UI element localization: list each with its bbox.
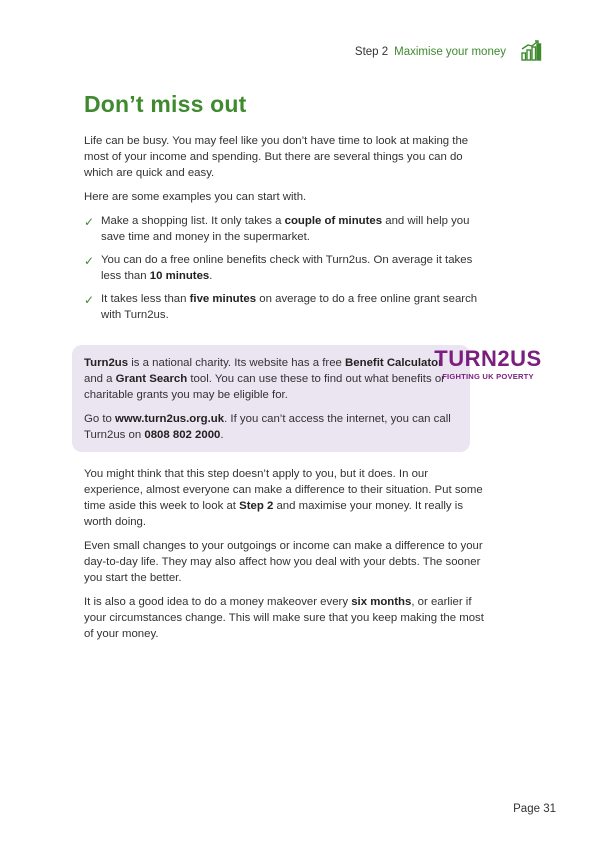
step-label: Step 2 [354,46,389,58]
main-content [84,90,484,650]
callout-contact: Go to www.turn2us.org.uk. If you can’t access the internet, you can call Turn2us on 0808 802 2000. [84,413,451,441]
turn2us-callout [72,345,470,452]
bar-chart-growth-icon [520,40,542,62]
page-number: Page 31 [513,803,556,815]
step-importance-paragraph: You might think that this step doesn’t apply to you, but it does. In our experience, almost everyone can make a difference to their situation. Put some time aside this week to look at Step 2 and maximise your money. It really is worth doing. [84,468,483,528]
list-item: ✓ It takes less than five minutes on average to do a free online grant search with Turn2us. [84,293,478,321]
small-changes-paragraph: Even small changes to your outgoings or income can make a difference to your day-to-day life. They may also affect how you deal with your debts. The sooner you start the better. [84,540,483,584]
turn2us-logo [432,348,544,381]
header-text [355,46,506,62]
check-icon: ✓ [84,215,95,229]
intro-examples: Here are some examples you can start with. [84,191,307,203]
list-item: ✓ You can do a free online benefits check with Turn2us. On average it takes less than 10 minutes. [84,254,473,282]
check-icon: ✓ [84,254,95,268]
turn2us-website-link[interactable]: www.turn2us.org.uk [115,413,225,425]
check-icon: ✓ [84,293,95,307]
logo-wordmark: TURN2US [434,346,542,371]
page-header [355,40,542,62]
section-label: Maximise your money [394,46,506,58]
callout-description: Turn2us is a national charity. Its website has a free Benefit Calculator and a Grant Search tool. You can use these to find out what benefits or charitable grants you may be eligible for. [84,357,445,401]
intro-paragraph: Life can be busy. You may feel like you don’t have time to look at making the most of your income and spending. But there are several things you can do which are quick and easy. [84,135,469,179]
turn2us-phone-number: 0808 802 2000 [144,429,221,441]
page-title: Don’t miss out [84,91,247,117]
list-item: ✓ Make a shopping list. It only takes a couple of minutes and will help you save time and money in the supermarket. [84,215,470,243]
logo-tagline: FIGHTING UK POVERTY [442,372,534,381]
examples-checklist [84,213,484,323]
money-makeover-paragraph: It is also a good idea to do a money makeover every six months, or earlier if your circumstances change. This will make sure that you keep making the most of your money. [84,596,484,640]
